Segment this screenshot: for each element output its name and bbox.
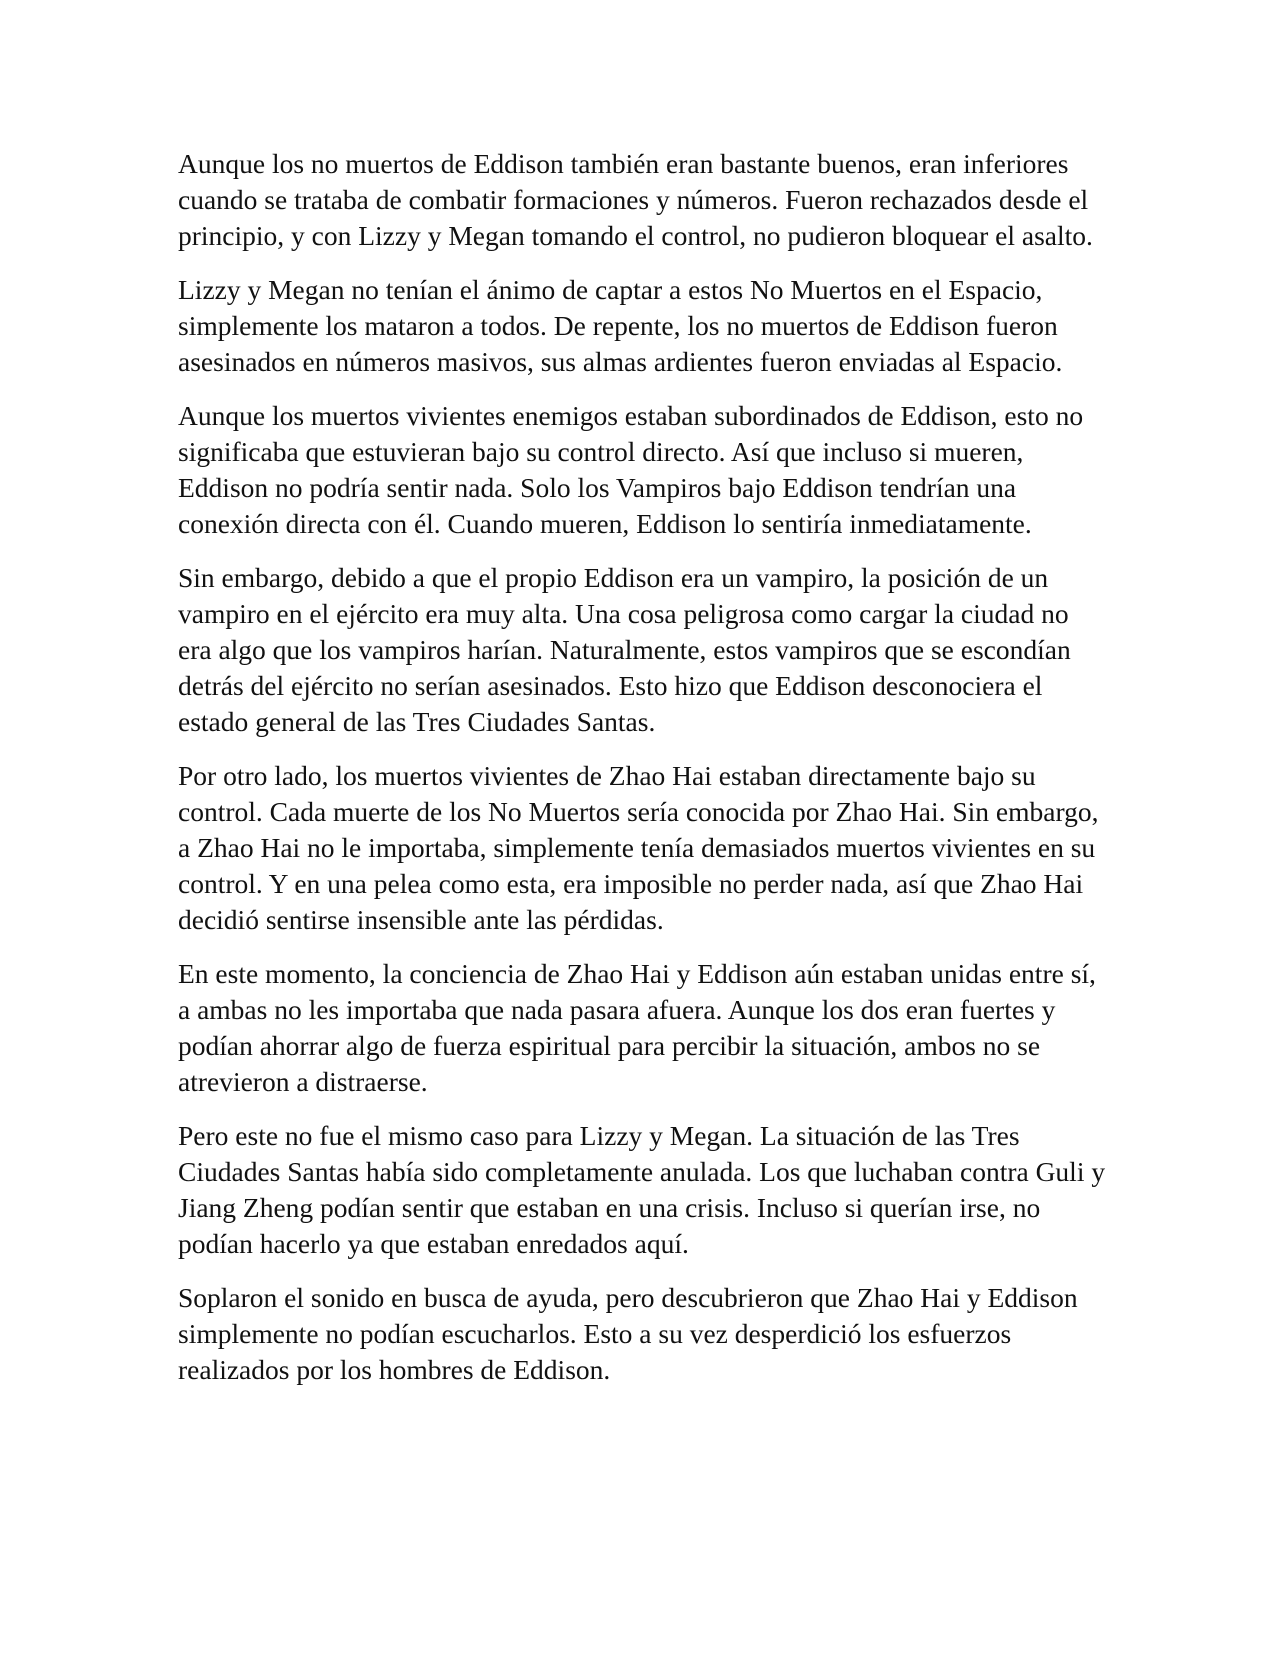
paragraph-7: Pero este no fue el mismo caso para Lizzy y Megan. La situación de las Tres Ciudades Santas había sido completamente anulada. Los que luchaban contra Guli y Jiang Zheng podían sentir que estaban en una crisis. Incluso si querían irse, no podían hacerlo ya que estaban enredados aquí. <box>178 1120 1106 1259</box>
paragraph-6: En este momento, la conciencia de Zhao Hai y Eddison aún estaban unidas entre sí, a ambas no les importaba que nada pasara afuera. Aunque los dos eran fuertes y podían ahorrar algo de fuerza espiritual para percibir la situación, ambos no se atrevieron a distraerse. <box>178 958 1096 1097</box>
paragraph-4: Sin embargo, debido a que el propio Eddison era un vampiro, la posición de un vampiro en el ejército era muy alta. Una cosa peligrosa como cargar la ciudad no era algo que los vampiros harían. Naturalmente, estos vampiros que se escondían detrás del ejército no serían asesinados. Esto hizo que Eddison desconociera el estado general de las Tres Ciudades Santas. <box>178 562 1071 737</box>
paragraph-1: Aunque los no muertos de Eddison también eran bastante buenos, eran inferiores cuando se trataba de combatir formaciones y números. Fueron rechazados desde el principio, y con Lizzy y Megan tomando el control, no pudieron bloquear el asalto. <box>178 148 1093 251</box>
paragraph-5: Por otro lado, los muertos vivientes de Zhao Hai estaban directamente bajo su control. Cada muerte de los No Muertos sería conocida por Zhao Hai. Sin embargo, a Zhao Hai no le importaba, simplemente tenía demasiados muertos vivientes en su control. Y en una pelea como esta, era imposible no perder nada, así que Zhao Hai decidió sentirse insensible ante las pérdidas. <box>178 760 1099 935</box>
paragraph-3: Aunque los muertos vivientes enemigos estaban subordinados de Eddison, esto no significaba que estuvieran bajo su control directo. Así que incluso si mueren, Eddison no podría sentir nada. Solo los Vampiros bajo Eddison tendrían una conexión directa con él. Cuando mueren, Eddison lo sentiría inmediatamente. <box>178 400 1084 539</box>
paragraph-2: Lizzy y Megan no tenían el ánimo de captar a estos No Muertos en el Espacio, simplemente los mataron a todos. De repente, los no muertos de Eddison fueron asesinados en números masivos, sus almas ardientes fueron enviadas al Espacio. <box>178 274 1063 377</box>
paragraph-8: Soplaron el sonido en busca de ayuda, pero descubrieron que Zhao Hai y Eddison simplemente no podían escucharlos. Esto a su vez desperdició los esfuerzos realizados por los hombres de Eddison. <box>178 1282 1078 1385</box>
document-body <box>178 146 1108 1406</box>
